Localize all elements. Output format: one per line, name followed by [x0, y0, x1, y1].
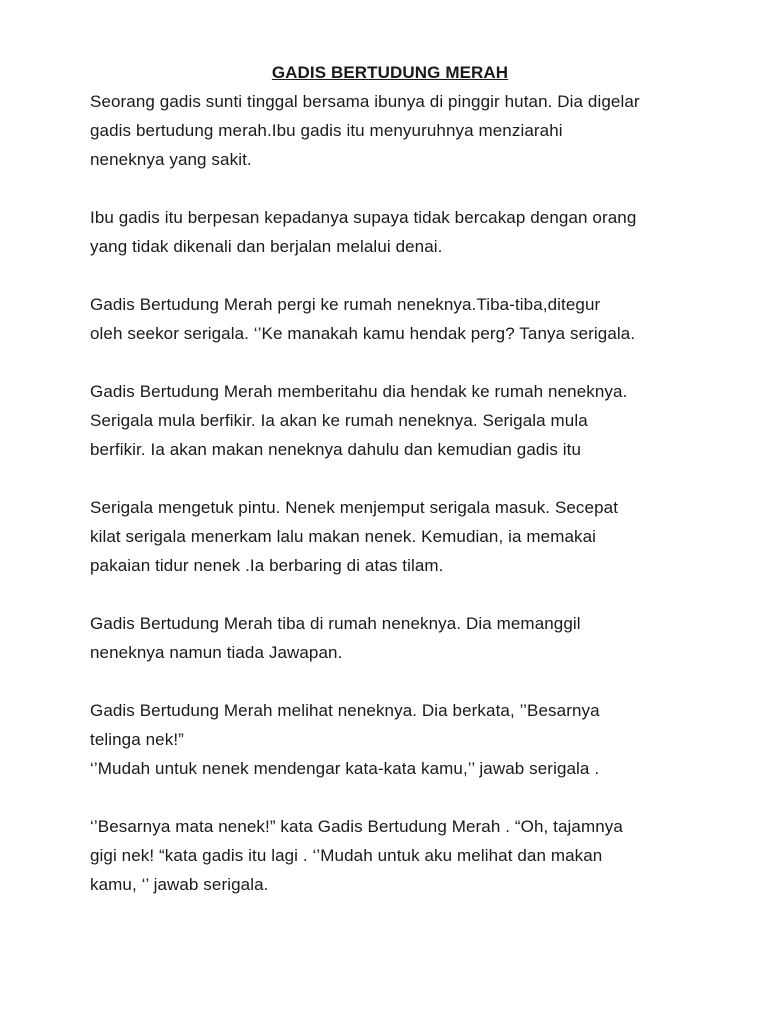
document-body	[90, 58, 690, 928]
paragraph	[90, 812, 690, 899]
paragraph	[90, 203, 690, 261]
paragraph-line: neneknya namun tiada Jawapan.	[90, 643, 343, 662]
paragraph-line: berfikir. Ia akan makan neneknya dahulu dan kemudian gadis itu	[90, 440, 582, 459]
paragraph-line: pakaian tidur nenek .Ia berbaring di atas tilam.	[90, 556, 444, 575]
paragraph-line: Ibu gadis itu berpesan kepadanya supaya tidak bercakap dengan orang	[90, 208, 637, 227]
paragraph-line: Serigala mengetuk pintu. Nenek menjemput serigala masuk. Secepat	[90, 498, 619, 517]
paragraph	[90, 609, 690, 667]
paragraph-line: Gadis Bertudung Merah tiba di rumah neneknya. Dia memanggil	[90, 614, 581, 633]
paragraph	[90, 696, 690, 783]
document-title: GADIS BERTUDUNG MERAH	[271, 63, 509, 82]
paragraph-line: telinga nek!”	[90, 730, 184, 749]
paragraph-line: Gadis Bertudung Merah memberitahu dia hendak ke rumah neneknya.	[90, 382, 628, 401]
paragraph-line: Serigala mula berfikir. Ia akan ke rumah neneknya. Serigala mula	[90, 411, 588, 430]
paragraph-line: kilat serigala menerkam lalu makan nenek. Kemudian, ia memakai	[90, 527, 597, 546]
paragraph-line: yang tidak dikenali dan berjalan melalui denai.	[90, 237, 443, 256]
paragraph-line: kamu, ‘’ jawab serigala.	[90, 875, 269, 894]
paragraph-line: oleh seekor serigala. ‘’Ke manakah kamu hendak perg? Tanya serigala.	[90, 324, 636, 343]
paragraph-line: Gadis Bertudung Merah pergi ke rumah neneknya.Tiba-tiba,ditegur	[90, 295, 601, 314]
paragraph-line: ‘’Besarnya mata nenek!” kata Gadis Bertudung Merah . “Oh, tajamnya	[90, 817, 623, 836]
paragraph-line: Seorang gadis sunti tinggal bersama ibunya di pinggir hutan. Dia digelar	[90, 92, 640, 111]
paragraph-line: gadis bertudung merah.Ibu gadis itu menyuruhnya menziarahi	[90, 121, 563, 140]
paragraph-line: neneknya yang sakit.	[90, 150, 252, 169]
paragraph	[90, 87, 690, 174]
paragraph-line: ‘’Mudah untuk nenek mendengar kata-kata kamu,’’ jawab serigala .	[90, 759, 600, 778]
paragraph	[90, 377, 690, 464]
paragraph	[90, 290, 690, 348]
paragraph-line: gigi nek! “kata gadis itu lagi . ‘’Mudah untuk aku melihat dan makan	[90, 846, 603, 865]
paragraph-line: Gadis Bertudung Merah melihat neneknya. Dia berkata, ’’Besarnya	[90, 701, 600, 720]
paragraph	[90, 493, 690, 580]
